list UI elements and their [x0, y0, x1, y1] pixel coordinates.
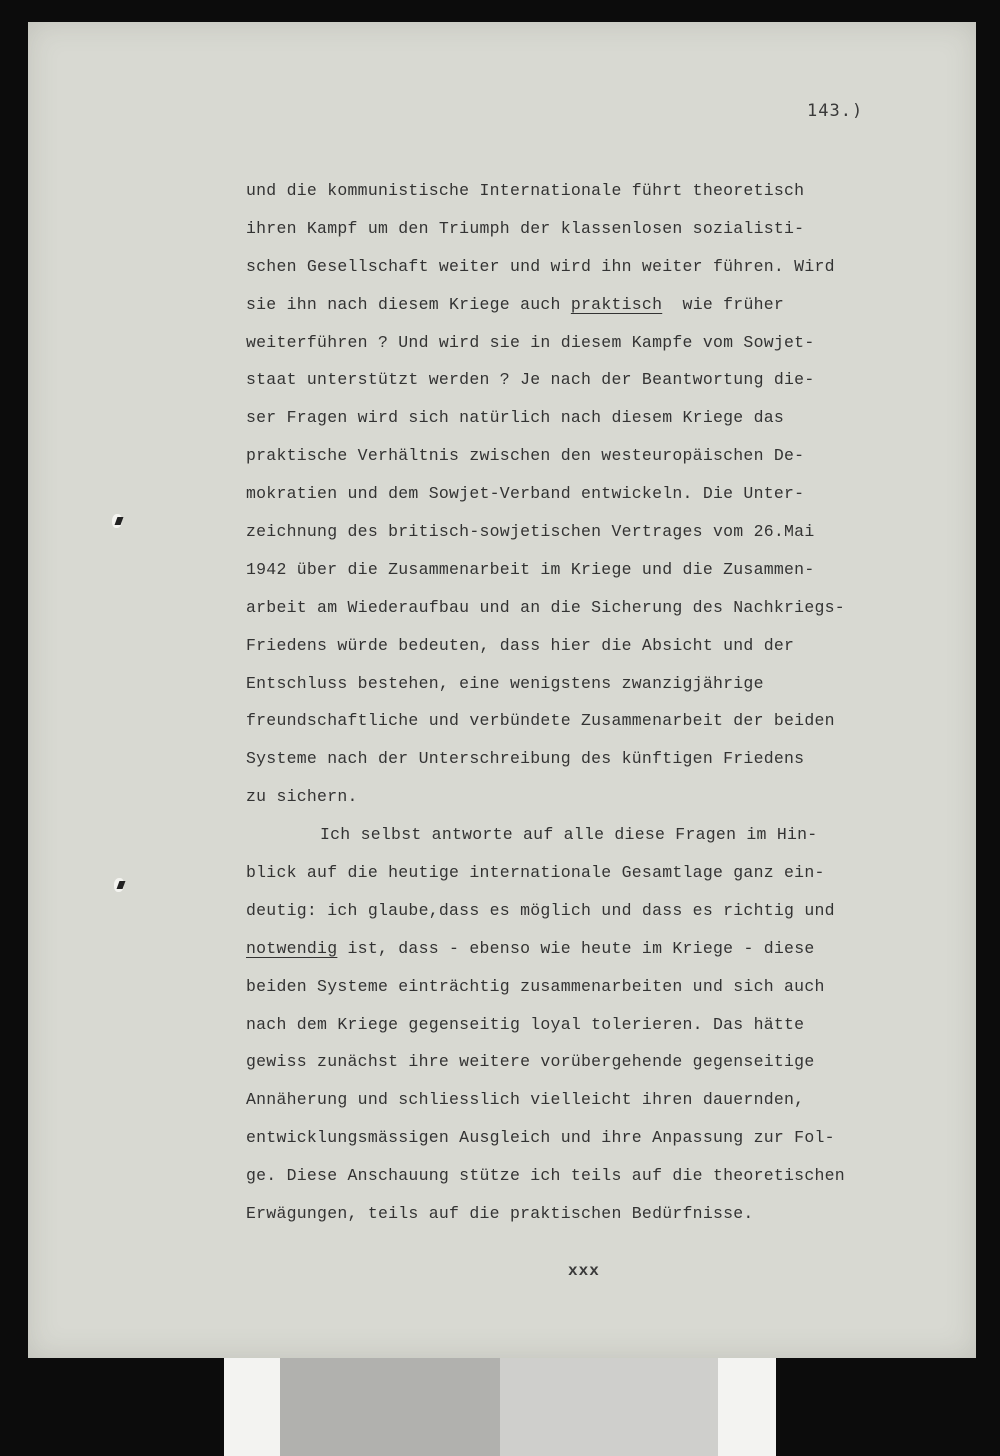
- text-line: zeichnung des britisch-sowjetischen Vertrages vom 26.Mai: [246, 522, 815, 542]
- underlined-word: praktisch: [570, 294, 663, 314]
- text-line: Entschluss bestehen, eine wenigstens zwanzigjährige: [246, 673, 764, 693]
- text-line: freundschaftliche und verbündete Zusammenarbeit der beiden: [246, 711, 835, 731]
- text-line: und die kommunistische Internationale führt theoretisch: [246, 181, 805, 200]
- gray-swatch: [280, 1358, 500, 1456]
- body-text: [246, 172, 946, 1233]
- text-line: zu sichern.: [246, 787, 358, 807]
- closing-mark: xxx: [568, 1262, 600, 1280]
- paragraph-start-line: Ich selbst antworte auf alle diese Fragen im Hin-: [320, 825, 818, 845]
- text-line: ge. Diese Anschauung stütze ich teils auf die theoretischen: [246, 1166, 845, 1186]
- light-gray-swatch: [500, 1358, 718, 1456]
- text-line: praktische Verhältnis zwischen den westeuropäischen De-: [246, 446, 805, 466]
- text-line: mokratien und dem Sowjet-Verband entwickeln. Die Unter-: [246, 484, 805, 504]
- text-line: weiterführen ? Und wird sie in diesem Kampfe vom Sowjet-: [246, 332, 815, 352]
- page-number: 143.): [807, 101, 864, 121]
- text-line: beiden Systeme einträchtig zusammenarbeiten und sich auch: [246, 976, 825, 996]
- text-line: staat unterstützt werden ? Je nach der Beantwortung die-: [246, 370, 815, 390]
- text-line-with-underline: sie ihn nach diesem Kriege auch praktisch wie früher: [246, 294, 785, 314]
- underlined-word: notwendig: [246, 938, 338, 958]
- text-line: blick auf die heutige internationale Gesamtlage ganz ein-: [246, 863, 825, 883]
- text-line: Erwägungen, teils auf die praktischen Bedürfnisse.: [246, 1204, 754, 1224]
- text-line: deutig: ich glaube,dass es möglich und dass es richtig und: [246, 900, 835, 920]
- text-line: ser Fragen wird sich natürlich nach diesem Kriege das: [246, 408, 785, 428]
- text-line: schen Gesellschaft weiter und wird ihn weiter führen. Wird: [246, 256, 835, 276]
- text-line: nach dem Kriege gegenseitig loyal tolerieren. Das hätte: [246, 1014, 805, 1034]
- text-line: gewiss zunächst ihre weitere vorübergehende gegenseitige: [246, 1052, 815, 1072]
- punch-hole-upper: [112, 514, 122, 528]
- text-line: 1942 über die Zusammenarbeit im Kriege und die Zusammen-: [246, 559, 815, 579]
- text-line: Systeme nach der Unterschreibung des künftigen Friedens: [246, 749, 805, 769]
- text-line: arbeit am Wiederaufbau und an die Sicherung des Nachkriegs-: [246, 597, 845, 617]
- text-line: Friedens würde bedeuten, dass hier die Absicht und der: [246, 635, 795, 655]
- text-line: entwicklungsmässigen Ausgleich und ihre Anpassung zur Fol-: [246, 1128, 835, 1148]
- text-line: ihren Kampf um den Triumph der klassenlosen sozialisti-: [246, 218, 805, 238]
- text-line: Annäherung und schliesslich vielleicht ihren dauernden,: [246, 1090, 805, 1110]
- punch-hole-lower: [114, 878, 124, 892]
- text-line-with-underline: notwendig ist, dass - ebenso wie heute im Kriege - diese: [246, 938, 815, 958]
